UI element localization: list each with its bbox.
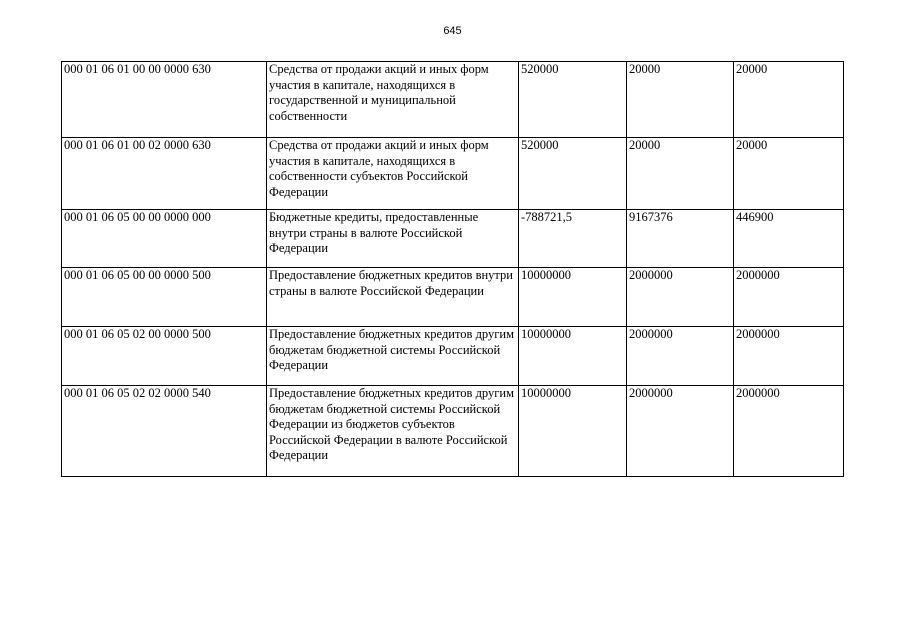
- amount-year-3-cell: 446900: [734, 210, 844, 268]
- source-name-cell: Бюджетные кредиты, предоставленные внутри страны в валюте Российской Федерации: [267, 210, 519, 268]
- source-name-cell: Предоставление бюджетных кредитов внутри страны в валюте Российской Федерации: [267, 268, 519, 327]
- budget-code-cell: 000 01 06 05 02 02 0000 540: [62, 386, 267, 477]
- source-name-cell: Средства от продажи акций и иных форм участия в капитале, находящихся в собственности субъектов Российской Федерации: [267, 138, 519, 210]
- amount-year-2-cell: 2000000: [627, 327, 734, 386]
- budget-code-cell: 000 01 06 01 00 00 0000 630: [62, 62, 267, 138]
- amount-year-2-cell: 9167376: [627, 210, 734, 268]
- source-name-cell: Средства от продажи акций и иных форм участия в капитале, находящихся в государственной и муниципальной собственности: [267, 62, 519, 138]
- budget-code-cell: 000 01 06 01 00 02 0000 630: [62, 138, 267, 210]
- table-row: [62, 327, 844, 386]
- amount-year-2-cell: 20000: [627, 138, 734, 210]
- table-row: [62, 386, 844, 477]
- budget-sources-table: [61, 61, 844, 477]
- table-row: [62, 62, 844, 138]
- amount-year-3-cell: 2000000: [734, 386, 844, 477]
- amount-year-1-cell: 10000000: [519, 386, 627, 477]
- amount-year-3-cell: 20000: [734, 138, 844, 210]
- amount-year-3-cell: 2000000: [734, 327, 844, 386]
- page-number: 645: [443, 25, 462, 37]
- amount-year-2-cell: 20000: [627, 62, 734, 138]
- amount-year-1-cell: -788721,5: [519, 210, 627, 268]
- source-name-cell: Предоставление бюджетных кредитов другим бюджетам бюджетной системы Российской Федерации: [267, 327, 519, 386]
- budget-code-cell: 000 01 06 05 00 00 0000 000: [62, 210, 267, 268]
- amount-year-3-cell: 2000000: [734, 268, 844, 327]
- amount-year-3-cell: 20000: [734, 62, 844, 138]
- amount-year-2-cell: 2000000: [627, 268, 734, 327]
- amount-year-2-cell: 2000000: [627, 386, 734, 477]
- amount-year-1-cell: 10000000: [519, 268, 627, 327]
- budget-code-cell: 000 01 06 05 00 00 0000 500: [62, 268, 267, 327]
- amount-year-1-cell: 520000: [519, 62, 627, 138]
- budget-code-cell: 000 01 06 05 02 00 0000 500: [62, 327, 267, 386]
- table-row: [62, 138, 844, 210]
- source-name-cell: Предоставление бюджетных кредитов другим бюджетам бюджетной системы Российской Федерации из бюджетов субъектов Российской Федерации в валюте Российской Федерации: [267, 386, 519, 477]
- table-row: [62, 268, 844, 327]
- amount-year-1-cell: 520000: [519, 138, 627, 210]
- table-row: [62, 210, 844, 268]
- amount-year-1-cell: 10000000: [519, 327, 627, 386]
